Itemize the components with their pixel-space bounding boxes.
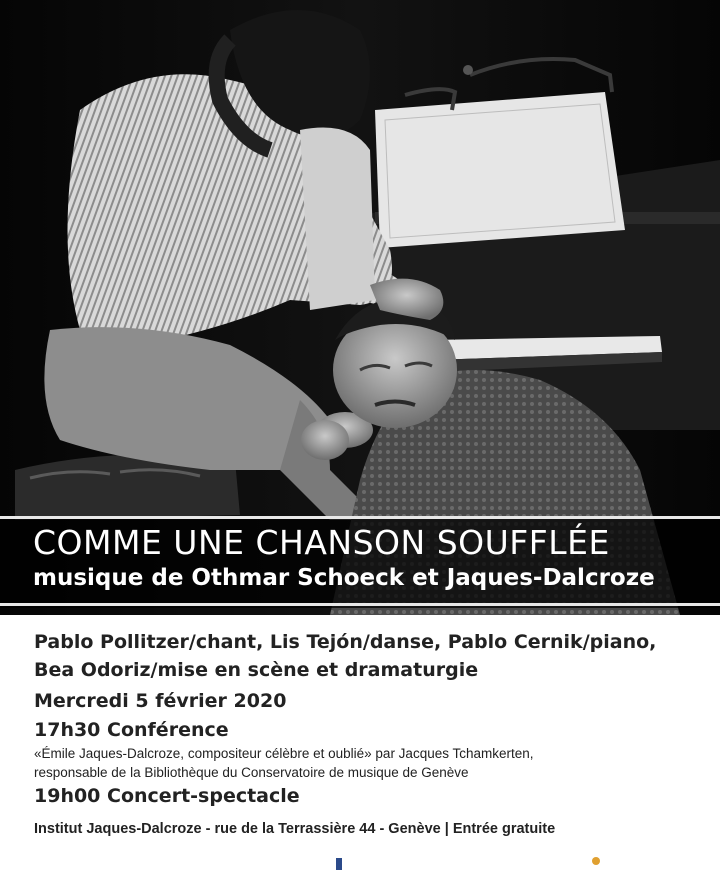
pianist-shirt	[300, 128, 375, 311]
banner-divider-top	[0, 516, 720, 519]
performer-credits	[34, 628, 656, 684]
conference-description-line-2: responsable de la Bibliothèque du Conservatoire de musique de Genève	[34, 765, 469, 780]
logo-mark-icon	[336, 858, 342, 870]
credits-line-1: Pablo Pollitzer/chant, Lis Tejón/danse, Pablo Cernik/piano,	[34, 631, 657, 653]
music-sheet	[375, 92, 625, 248]
concert-time: 19h00 Concert-spectacle	[34, 785, 300, 807]
venue-address: Institut Jaques-Dalcroze - rue de la Terrassière 44 - Genève | Entrée gratuite	[34, 821, 556, 837]
conference-description-line-1: «Émile Jaques-Dalcroze, compositeur célèbre et oublié» par Jacques Tchamkerten,	[34, 746, 534, 761]
event-date: Mercredi 5 février 2020	[34, 690, 287, 712]
conference-description	[34, 744, 534, 782]
logo-dot-icon	[592, 857, 600, 865]
event-title: COMME UNE CHANSON SOUFFLÉE	[33, 523, 610, 562]
credits-line-2: Bea Odoriz/mise en scène et dramaturgie	[34, 659, 479, 681]
banner-divider-bottom	[0, 603, 720, 606]
event-subtitle: musique de Othmar Schoeck et Jaques-Dalcroze	[33, 565, 655, 591]
conference-time: 17h30 Conférence	[34, 719, 229, 741]
